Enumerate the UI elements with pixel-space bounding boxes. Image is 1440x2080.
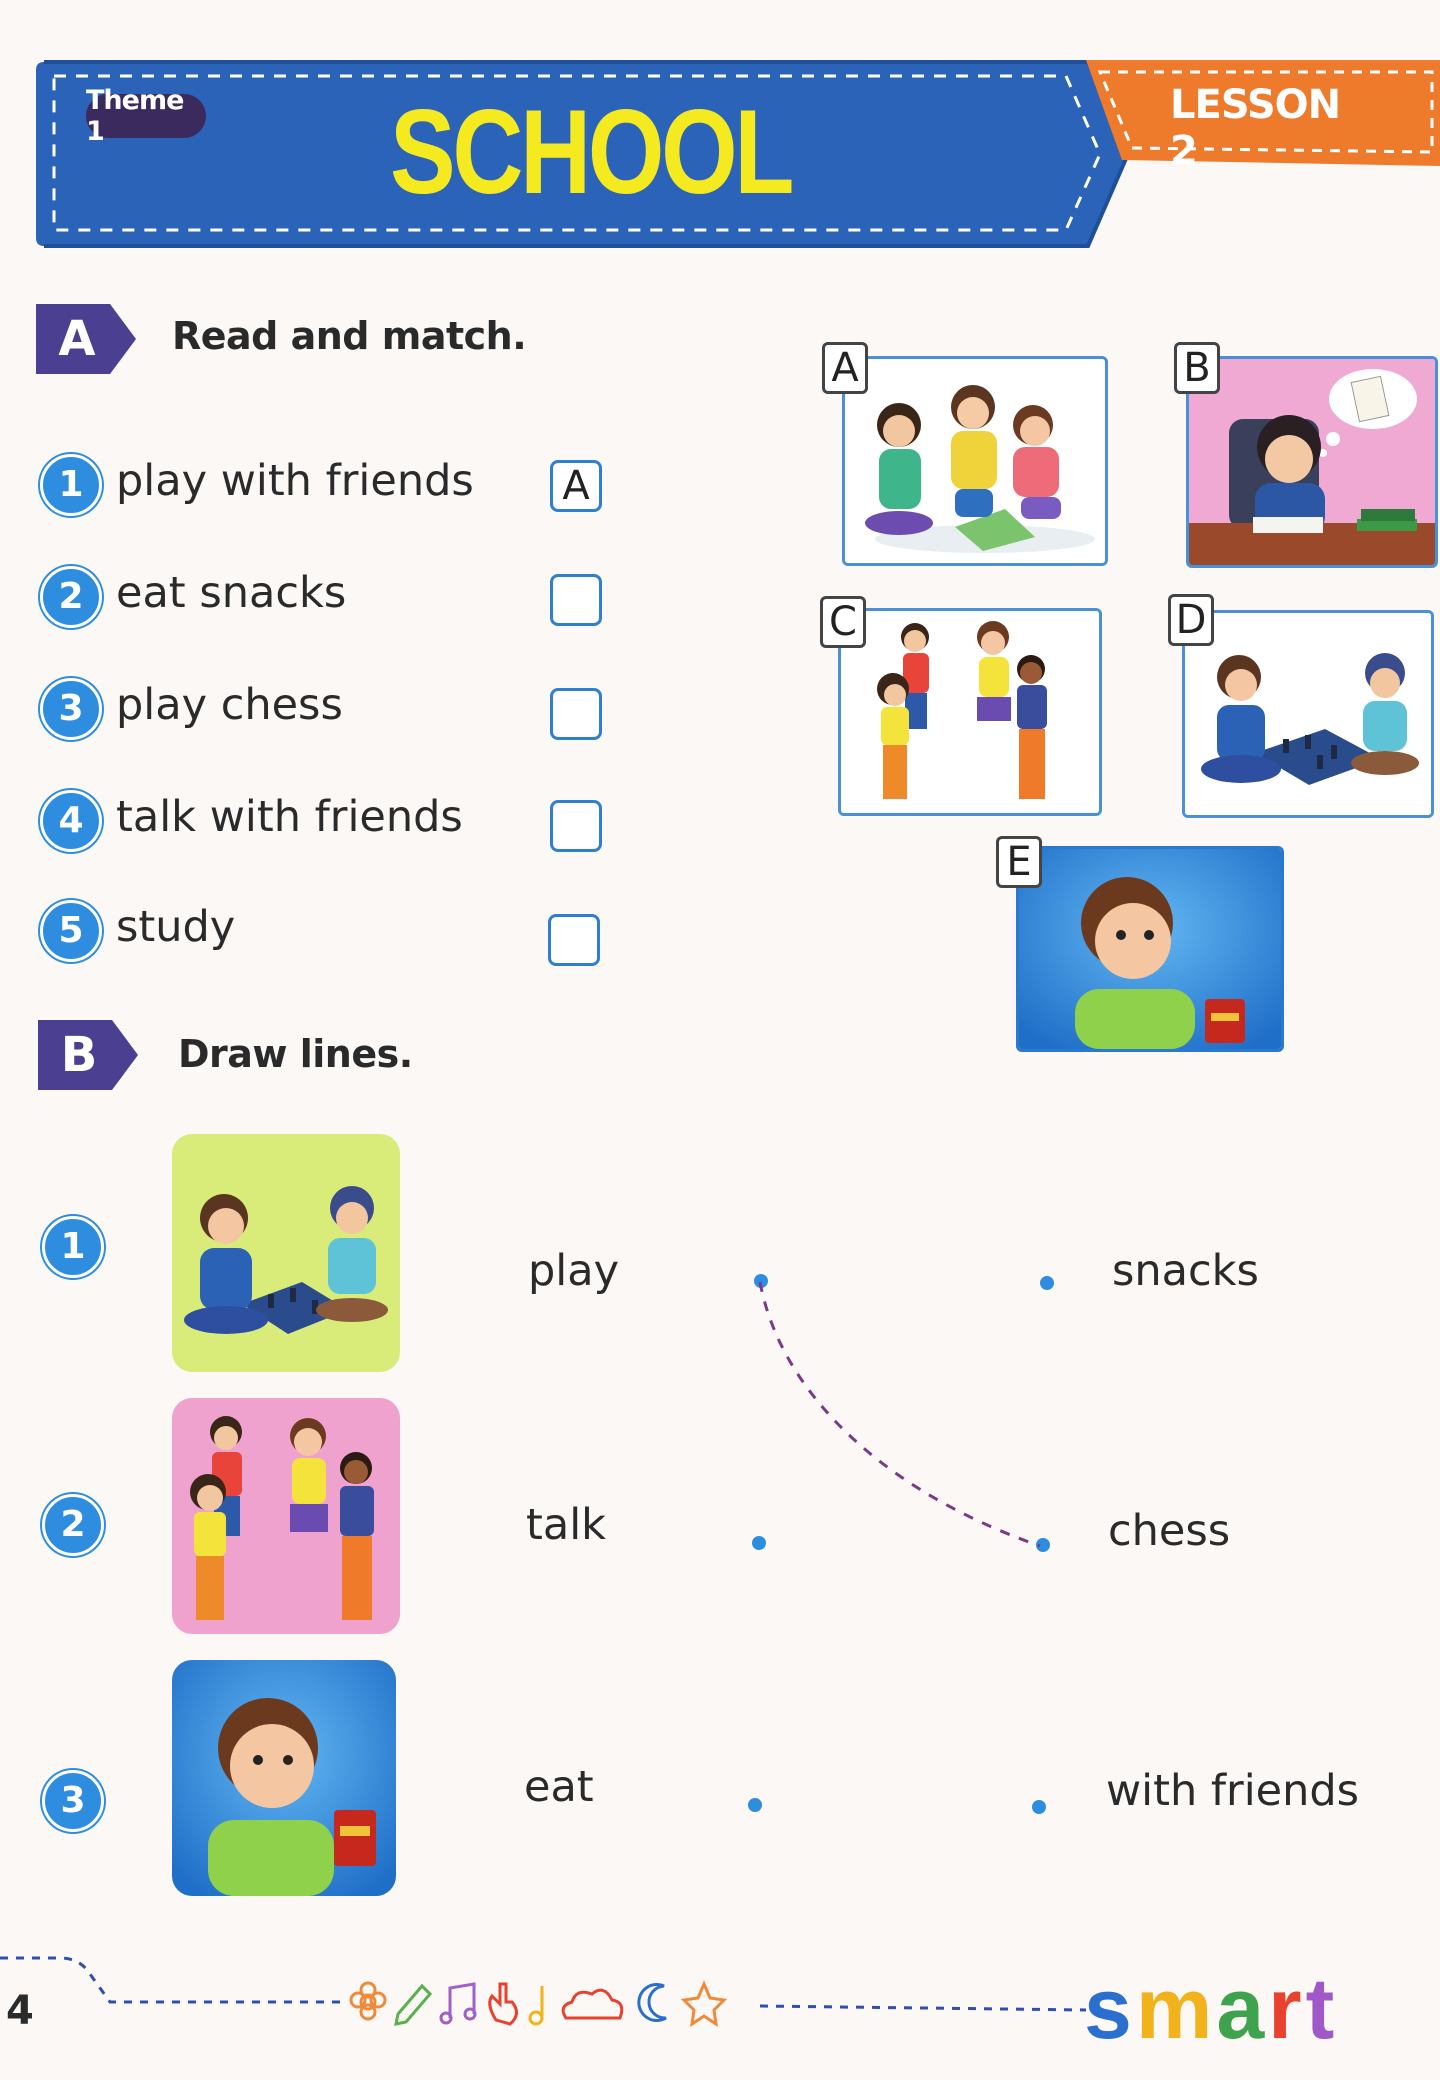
row-3-object: with friends [1106, 1766, 1360, 1816]
item-phrase-3: play chess [116, 680, 343, 730]
section-b-instruction: Draw lines. [178, 1032, 413, 1076]
moon-icon [639, 1985, 666, 2021]
section-a-badge [36, 304, 136, 374]
pencil-icon [396, 1986, 430, 2024]
row-number-1: 1 [42, 1216, 104, 1278]
picture-b-label: B [1174, 342, 1220, 394]
row-number-2: 2 [42, 1494, 104, 1556]
row-number-3: 3 [42, 1770, 104, 1832]
boy-studying-illustration [1189, 359, 1435, 565]
brand-letter-s: s [1084, 1961, 1136, 2057]
brand-letter-r: r [1268, 1961, 1306, 2057]
theme-badge: Theme 1 [86, 94, 206, 138]
picture-e-label: E [996, 836, 1042, 888]
row-2-verb: talk [526, 1500, 607, 1550]
brand-letter-t: t [1305, 1961, 1339, 2057]
item-phrase-2: eat snacks [116, 568, 347, 618]
row-1-object: snacks [1112, 1246, 1259, 1296]
flower-icon [351, 1983, 385, 2019]
brand-letter-a: a [1216, 1961, 1269, 2057]
row-1-picture [172, 1134, 400, 1372]
boy-eating-snacks-illustration [1019, 849, 1281, 1049]
picture-d-label: D [1168, 594, 1214, 646]
answer-box-3[interactable] [550, 688, 602, 740]
picture-c [838, 608, 1102, 816]
kids-chess-illustration [1185, 613, 1431, 815]
item-phrase-1: play with friends [116, 456, 474, 506]
hand-icon [490, 1984, 517, 2024]
row-3-object-dot[interactable] [1032, 1800, 1046, 1814]
picture-b [1186, 356, 1438, 568]
kids-chess-illustration [172, 1134, 400, 1372]
answer-box-2[interactable] [550, 574, 602, 626]
section-b-letter: B [60, 1027, 98, 1083]
row-3-verb-dot[interactable] [748, 1798, 762, 1812]
answer-box-1[interactable]: A [550, 460, 602, 512]
row-3-picture [172, 1660, 396, 1896]
row-1-verb: play [528, 1246, 620, 1296]
kids-playing-illustration [845, 359, 1105, 563]
row-2-picture [172, 1398, 400, 1634]
star-icon [684, 1984, 724, 2024]
picture-a [842, 356, 1108, 566]
music-note-icon [530, 1986, 542, 2024]
kids-talking-illustration [172, 1398, 400, 1634]
brand-letter-m: m [1135, 1961, 1217, 2057]
row-2-object: chess [1108, 1506, 1231, 1556]
page-title: SCHOOL [390, 85, 792, 219]
footer-doodles [346, 1974, 766, 2030]
item-phrase-4: talk with friends [116, 792, 463, 842]
item-number-5: 5 [40, 900, 102, 962]
picture-d [1182, 610, 1434, 818]
section-a-letter: A [58, 311, 96, 367]
picture-c-label: C [820, 596, 866, 648]
item-number-4: 4 [40, 790, 102, 852]
music-notes-icon [441, 1984, 475, 2023]
cloud-icon [563, 1990, 622, 2018]
section-a-instruction: Read and match. [172, 314, 527, 358]
kids-talking-illustration [841, 611, 1099, 813]
item-number-2: 2 [40, 566, 102, 628]
page-number: 4 [6, 1988, 34, 2034]
example-match-line [740, 1270, 1060, 1560]
section-b-badge [38, 1020, 138, 1090]
boy-eating-snacks-illustration [172, 1660, 396, 1896]
answer-box-5[interactable] [548, 914, 600, 966]
picture-a-label: A [822, 342, 868, 394]
answer-box-4[interactable] [550, 800, 602, 852]
row-3-verb: eat [524, 1762, 594, 1812]
brand-logo [1084, 1960, 1338, 2059]
item-phrase-5: study [116, 902, 236, 952]
item-number-3: 3 [40, 678, 102, 740]
lesson-label: LESSON 2 [1170, 82, 1341, 174]
picture-e [1016, 846, 1284, 1052]
item-number-1: 1 [40, 454, 102, 516]
